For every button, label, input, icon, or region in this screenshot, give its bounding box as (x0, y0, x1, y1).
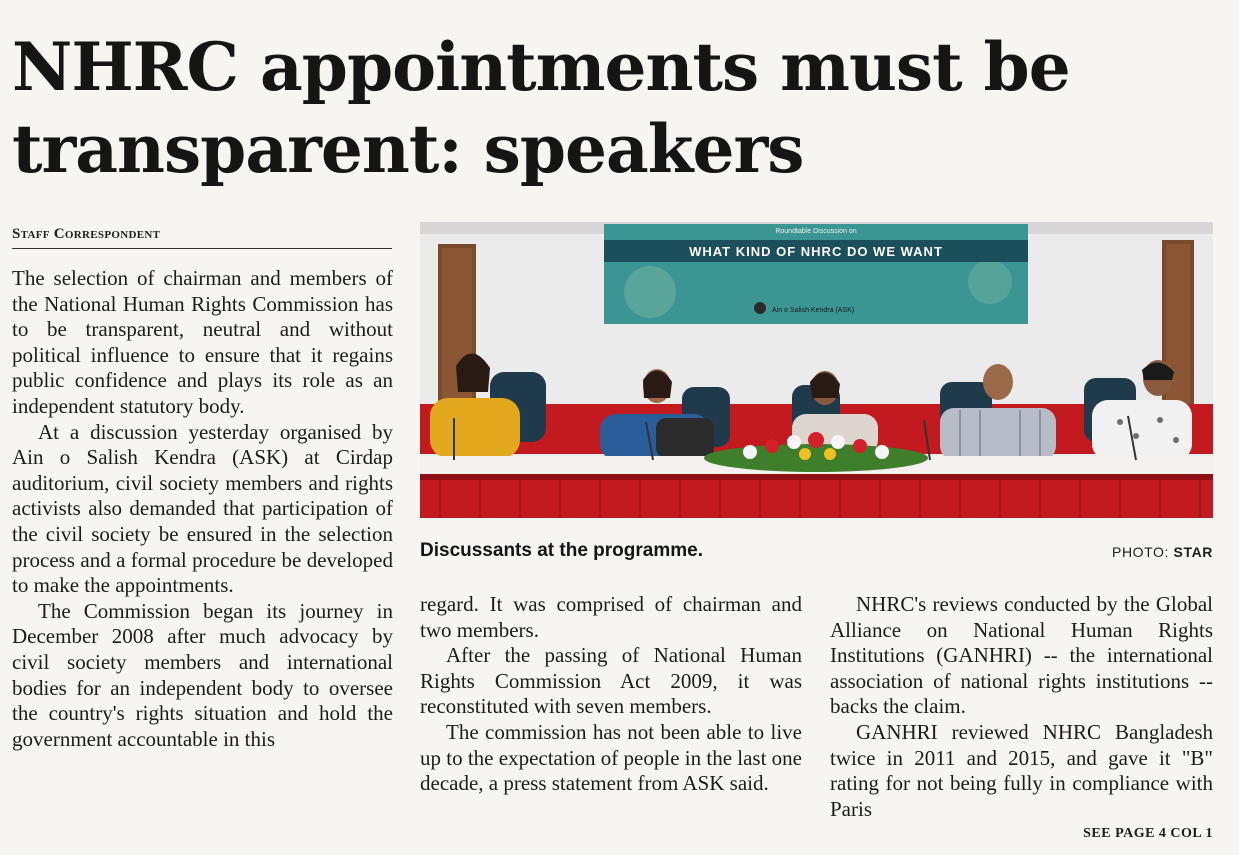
headline-line-1: NHRC appointments must be (12, 28, 1070, 106)
article-column-3 (830, 592, 1213, 822)
photo-caption-row (420, 540, 1213, 566)
paragraph: At a discussion yesterday organised by Ain o Salish Kendra (ASK) at Cirdap auditorium, civil society members and rights activists also demanded that participation of the civil society be ensured in the selection process and a formal procedure be developed to make the appointments. (12, 419, 393, 598)
paragraph: GANHRI reviewed NHRC Bangladesh twice in 2011 and 2015, and gave it "B" rating for not being fully in compliance with Paris (830, 719, 1213, 821)
paragraph: regard. It was comprised of chairman and two members. (420, 592, 802, 642)
paragraph: The Commission began its journey in December 2008 after much advocacy by civil society members and international bodies for an independent body to oversee the country's rights situation and hold the government accountable in this (12, 598, 393, 751)
photo-credit (1112, 544, 1213, 560)
article-column-1 (12, 266, 393, 752)
banner-subtitle: Roundtable Discussion on (775, 228, 857, 235)
paragraph: NHRC's reviews conducted by the Global Alliance on National Human Rights Institutions (GANHRI) -- the international association of national rights institutions -- backs the claim. (830, 592, 1213, 719)
photo-credit-prefix: PHOTO: (1112, 544, 1174, 560)
paragraph: The commission has not been able to live up to the expectation of people in the last one decade, a press statement from ASK said. (420, 719, 802, 796)
banner-org: Ain o Salish Kendra (ASK) (772, 307, 855, 314)
photo-caption: Discussants at the programme. (420, 540, 703, 561)
news-photo (420, 222, 1213, 518)
continuation-link[interactable]: SEE PAGE 4 COL 1 (1083, 826, 1213, 841)
byline: Staff Correspondent (12, 226, 392, 249)
article-column-2 (420, 592, 802, 797)
banner-title: WHAT KIND OF NHRC DO WE WANT (689, 244, 943, 259)
headline (12, 26, 1222, 190)
paragraph: The selection of chairman and members of the National Human Rights Commission has to be transparent, neutral and without political influence to ensure that it regains public confidence and plays its role as an independent statutory body. (12, 266, 393, 418)
paragraph: After the passing of National Human Rights Commission Act 2009, it was reconstituted with seven members. (420, 643, 802, 719)
headline-line-2: transparent: speakers (12, 110, 804, 188)
photo-credit-source: STAR (1173, 544, 1213, 560)
